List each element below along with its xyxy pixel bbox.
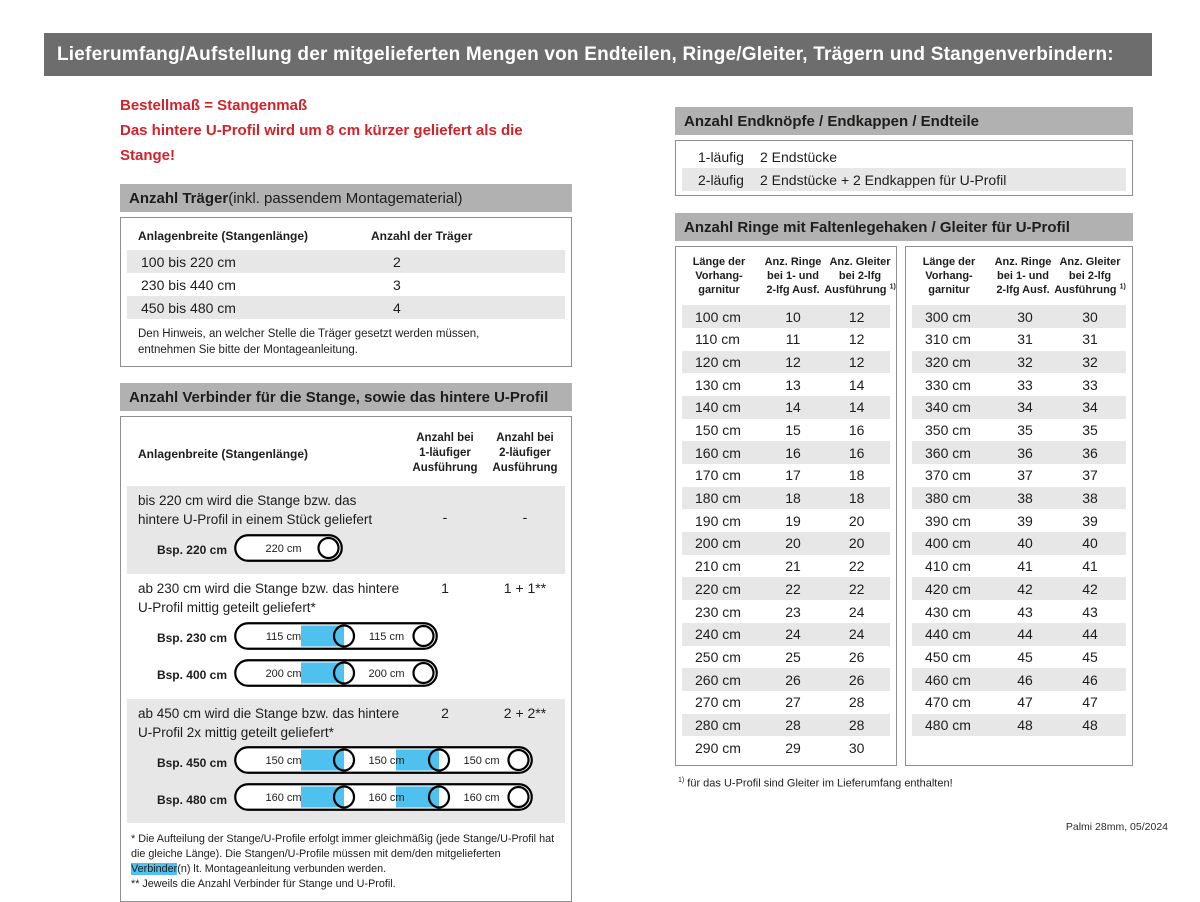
notice-line-1: Bestellmaß = Stangenmaß: [120, 97, 308, 114]
value-1-laeufig: 2: [441, 704, 449, 721]
rod-segment-label: 160 cm: [368, 792, 405, 805]
verbinder-footnotes: [121, 823, 571, 901]
ring-table-row: [912, 396, 1126, 419]
block-description: ab 450 cm wird die Stange bzw. das hintere U-Profil 2x mittig geteilt geliefert*: [138, 705, 400, 740]
table-cell: 28: [785, 716, 801, 733]
ring-table-row: [912, 464, 1126, 487]
header-line: Ausführung: [412, 462, 478, 475]
ring-tables: [675, 246, 1133, 766]
table-cell: 17: [785, 467, 801, 484]
header-line: Länge der: [922, 256, 976, 268]
ring-table-row: [912, 532, 1126, 555]
column-header-anlagenbreite: Anlagenbreite (Stangenlänge): [138, 446, 309, 461]
ring-table-row: [912, 305, 1126, 328]
rod-segment-label: 160 cm: [265, 792, 302, 805]
block-row: [127, 580, 565, 618]
block-description: ab 230 cm wird die Stange bzw. das hintere U-Profil mittig geteilt geliefert*: [138, 580, 400, 615]
header-line: Ausführung: [1054, 284, 1117, 297]
column-header-gleiter: [1054, 255, 1126, 297]
column-header-1-laeufig: [405, 431, 485, 476]
header-line: Anz. Gleiter: [1059, 256, 1121, 268]
table-cell: 18: [848, 467, 865, 484]
ring-table-row: [682, 555, 890, 578]
table-cell: 260 cm: [695, 671, 741, 688]
ring-table-row: [682, 600, 890, 623]
header-line: bei 2-lfg: [838, 270, 882, 283]
block-row: [127, 492, 565, 530]
table-cell: 250 cm: [695, 648, 741, 665]
right-column: [675, 107, 1133, 790]
rod-example-label: Bsp. 230 cm: [156, 631, 227, 646]
table-cell: 42: [1017, 580, 1033, 597]
table-cell: 22: [848, 580, 865, 597]
table-cell: 16: [785, 444, 801, 461]
rod-example-label: Bsp. 480 cm: [156, 792, 227, 807]
table-cell: 26: [848, 671, 865, 688]
rod-diagram-container: [234, 659, 438, 692]
ring-table-row: [682, 668, 890, 691]
table-cell: 14: [848, 399, 865, 416]
table-cell: 29: [785, 739, 801, 756]
table-cell: 180 cm: [695, 490, 741, 507]
table-cell: 16: [848, 444, 865, 461]
table-cell: 290 cm: [695, 739, 741, 756]
footnote-marker: 1): [1119, 283, 1126, 291]
table-cell: 480 cm: [925, 716, 971, 733]
table-cell: 20: [848, 535, 865, 552]
table-cell: 12: [785, 353, 801, 370]
table-cell: 30: [848, 739, 865, 756]
verbinder-block-ab-450: [127, 699, 565, 824]
table-cell: 18: [785, 490, 801, 507]
table-cell: 470 cm: [925, 694, 971, 711]
ring-table-row: [682, 623, 890, 646]
table-cell: 32: [1017, 353, 1033, 370]
table-cell: 24: [848, 603, 865, 620]
rod-diagram-container: [234, 746, 533, 779]
table-cell: 18: [848, 490, 865, 507]
section-title-rest: (inkl. passendem Montagematerial): [228, 189, 463, 207]
rod-example-row: [127, 746, 565, 779]
table-cell: 140 cm: [695, 399, 741, 416]
ring-table-row: [912, 714, 1126, 737]
rod-diagram: [234, 534, 343, 562]
table-cell: 100 bis 220 cm: [141, 253, 236, 270]
endteile-table-row: [682, 168, 1126, 191]
traeger-table-body: [121, 250, 571, 319]
table-cell: 110 cm: [695, 331, 740, 348]
table-cell: 33: [1082, 376, 1098, 393]
table-cell: 46: [1082, 671, 1098, 688]
table-cell: 460 cm: [925, 671, 971, 688]
table-cell: 47: [1017, 694, 1033, 711]
header-line: 2-lfg Ausf.: [766, 284, 820, 297]
header-line: 2-läufiger: [499, 447, 551, 460]
ring-table-row: [682, 419, 890, 442]
ring-table-header: [676, 252, 896, 305]
table-cell: 44: [1082, 626, 1098, 643]
table-cell: 31: [1017, 331, 1033, 348]
header-line: Ausführung: [492, 462, 558, 475]
table-cell: 1-läufig: [698, 148, 744, 165]
value-1-laeufig: 1: [441, 579, 449, 596]
header-line: bei 1- und: [767, 270, 819, 283]
traeger-table-row: [127, 250, 565, 273]
table-cell: 330 cm: [925, 376, 971, 393]
header-line: bei 1- und: [997, 270, 1049, 283]
table-cell: 2 Endstücke + 2 Endkappen für U-Profil: [760, 171, 1007, 188]
ring-table-row: [682, 441, 890, 464]
ring-table-row: [682, 373, 890, 396]
table-cell: 20: [785, 535, 801, 552]
table-cell: 2: [393, 253, 401, 270]
table-cell: 47: [1082, 694, 1098, 711]
ring-table-row: [912, 328, 1126, 351]
table-cell: 37: [1017, 467, 1033, 484]
rod-diagram-container: [234, 783, 533, 816]
ring-table-row: [912, 351, 1126, 374]
table-cell: 440 cm: [925, 626, 971, 643]
table-cell: 200 cm: [695, 535, 741, 552]
table-cell: 120 cm: [695, 353, 741, 370]
ring-table-row: [912, 555, 1126, 578]
ring-table-row: [682, 577, 890, 600]
table-cell: 450 bis 480 cm: [141, 299, 236, 316]
rod-segment-label: 200 cm: [368, 667, 405, 680]
section-title-bold: Anzahl Verbinder für die Stange, sowie das hintere U-Profil: [129, 388, 549, 406]
block-description: bis 220 cm wird die Stange bzw. das hintere U-Profil in einem Stück geliefert: [138, 493, 373, 527]
traeger-table-header: [121, 227, 571, 250]
table-cell: 22: [848, 558, 865, 575]
section-header-verbinder: [120, 383, 572, 411]
table-cell: 14: [785, 399, 801, 416]
rod-example-label: Bsp. 400 cm: [156, 668, 227, 683]
rod-segment-label: 150 cm: [265, 755, 302, 768]
block-row: [127, 705, 565, 743]
table-cell: 24: [848, 626, 865, 643]
table-cell: 43: [1017, 603, 1033, 620]
value-2-laeufig: 1 + 1**: [503, 579, 547, 596]
section-header-traeger: [120, 184, 572, 212]
table-cell: 15: [785, 422, 801, 439]
ring-table-row: [912, 691, 1126, 714]
table-cell: 24: [785, 626, 801, 643]
rod-diagram: [234, 622, 438, 650]
endteile-table: [675, 140, 1133, 196]
table-cell: 400 cm: [925, 535, 971, 552]
ring-table-row: [912, 373, 1126, 396]
ring-table-left: [675, 246, 897, 766]
footnote-marker: 1): [678, 776, 685, 784]
section-title-bold: Anzahl Ringe mit Faltenlegehaken / Gleiter für U-Profil: [684, 218, 1070, 236]
table-cell: 130 cm: [695, 376, 741, 393]
rod-segment-label: 160 cm: [463, 792, 500, 805]
rod-segment-label: 220 cm: [265, 542, 302, 555]
table-cell: 12: [848, 353, 865, 370]
document-version: Palmi 28mm, 05/2024: [1065, 821, 1168, 833]
ring-table-row: [912, 441, 1126, 464]
rod-diagram-container: [234, 622, 438, 655]
table-cell: 48: [1017, 716, 1033, 733]
table-cell: 3: [393, 276, 401, 293]
table-cell: 38: [1082, 490, 1098, 507]
ring-table-row: [682, 509, 890, 532]
table-cell: 11: [785, 331, 801, 348]
table-cell: 160 cm: [695, 444, 741, 461]
table-cell: 410 cm: [925, 558, 971, 575]
table-cell: 35: [1082, 422, 1098, 439]
header-line: Anz. Ringe: [764, 256, 822, 268]
table-cell: 22: [785, 580, 801, 597]
ring-table-row: [912, 646, 1126, 669]
endteile-table-body: [676, 145, 1132, 191]
column-header-2-laeufig: [485, 431, 565, 476]
table-cell: 34: [1017, 399, 1033, 416]
rod-example-row: [127, 659, 565, 692]
table-cell: 12: [848, 331, 865, 348]
order-size-notice: [120, 94, 572, 168]
ring-table-row: [912, 419, 1126, 442]
table-cell: 30: [1082, 308, 1098, 325]
table-cell: 230 bis 440 cm: [141, 276, 236, 293]
table-cell: 4: [393, 299, 401, 316]
header-line: Anz. Gleiter: [829, 256, 891, 268]
header-line: Anzahl bei: [496, 432, 554, 445]
table-cell: 34: [1082, 399, 1098, 416]
table-cell: 12: [848, 308, 865, 325]
table-cell: 31: [1082, 331, 1098, 348]
table-cell: 270 cm: [695, 694, 741, 711]
table-cell: 2 Endstücke: [760, 148, 838, 165]
ring-table-row: [682, 396, 890, 419]
table-cell: 35: [1017, 422, 1033, 439]
footnote-text: (n) lt. Montageanleitung verbunden werden.: [177, 863, 387, 876]
table-cell: 2-läufig: [698, 171, 744, 188]
table-cell: 36: [1017, 444, 1033, 461]
traeger-note: Den Hinweis, an welcher Stelle die Träger gesetzt werden müssen, entnehmen Sie bitte der Montageanleitung.: [138, 328, 480, 356]
table-cell: 340 cm: [925, 399, 971, 416]
notice-line-2: Das hintere U-Profil wird um 8 cm kürzer geliefert als die Stange!: [120, 121, 523, 164]
ring-table-body: [676, 305, 896, 759]
ring-footnote: [675, 777, 1133, 790]
rod-diagram: [234, 746, 533, 774]
verbinder-block-bis-220: [127, 486, 565, 574]
table-cell: 32: [1082, 353, 1098, 370]
header-line: Ausführung: [824, 284, 887, 297]
table-cell: 40: [1017, 535, 1033, 552]
ring-table-row: [682, 464, 890, 487]
footnote-text: * Die Aufteilung der Stange/U-Profile erfolgt immer gleichmäßig (jede Stange/U-Profil hat die gleiche Länge). Die Stangen/U-Profile müssen mit dem/den mitgelieferten: [131, 833, 555, 861]
header-line: Vorhang-: [695, 270, 743, 283]
table-cell: 48: [1082, 716, 1098, 733]
rod-example-row: [127, 622, 565, 655]
column-header-ringe: [762, 255, 824, 297]
table-cell: 20: [848, 512, 865, 529]
table-cell: 360 cm: [925, 444, 971, 461]
table-cell: 45: [1082, 648, 1098, 665]
table-cell: 430 cm: [925, 603, 971, 620]
footnote-text: für das U-Profil sind Gleiter im Lieferumfang enthalten!: [684, 777, 953, 790]
table-cell: 33: [1017, 376, 1033, 393]
table-cell: 450 cm: [925, 648, 971, 665]
ring-table-row: [682, 351, 890, 374]
ring-table-row: [682, 487, 890, 510]
table-cell: 37: [1082, 467, 1098, 484]
column-header-anzahl-traeger: Anzahl der Träger: [371, 229, 473, 244]
rod-diagram: [234, 783, 533, 811]
footnote-marker: 1): [889, 283, 896, 291]
rod-example-row: [127, 534, 565, 567]
page-title: Lieferumfang/Aufstellung der mitgelieferten Mengen von Endteilen, Ringe/Gleiter, Trägern und Stangenverbindern:: [44, 33, 1152, 76]
value-2-laeufig: 2 + 2**: [503, 704, 547, 721]
ring-table-row: [682, 691, 890, 714]
left-column: [120, 94, 572, 902]
ring-table-header: [906, 252, 1132, 305]
table-cell: 300 cm: [925, 308, 971, 325]
header-line: 2-lfg Ausf.: [996, 284, 1050, 297]
table-cell: 44: [1017, 626, 1033, 643]
verbinder-block-ab-230: [127, 574, 565, 699]
table-cell: 420 cm: [925, 580, 971, 597]
table-cell: 190 cm: [695, 512, 741, 529]
table-cell: 370 cm: [925, 467, 971, 484]
table-cell: 220 cm: [695, 580, 741, 597]
table-cell: 42: [1082, 580, 1098, 597]
table-cell: 210 cm: [695, 558, 741, 575]
table-cell: 380 cm: [925, 490, 971, 507]
section-title-bold: Anzahl Träger: [129, 189, 229, 207]
table-cell: 16: [848, 422, 865, 439]
table-cell: 46: [1017, 671, 1033, 688]
ring-table-row: [912, 600, 1126, 623]
header-line: garnitur: [928, 284, 970, 297]
header-line: Länge der: [692, 256, 746, 268]
rod-segment-label: 150 cm: [368, 755, 405, 768]
table-cell: 39: [1017, 512, 1033, 529]
ring-table-row: [682, 714, 890, 737]
ring-table-right: [905, 246, 1133, 766]
column-header-ringe: [992, 255, 1054, 297]
verbinder-highlight: Verbinder: [131, 863, 178, 876]
rod-example-row: [127, 783, 565, 816]
header-line: garnitur: [698, 284, 740, 297]
endteile-table-row: [682, 145, 1126, 168]
table-cell: 280 cm: [695, 716, 741, 733]
table-cell: 23: [785, 603, 801, 620]
table-cell: 26: [785, 671, 801, 688]
ring-table-row: [912, 623, 1126, 646]
ring-table-row: [682, 736, 890, 759]
verbinder-table: [120, 416, 572, 902]
table-cell: 350 cm: [925, 422, 971, 439]
table-cell: 390 cm: [925, 512, 971, 529]
table-cell: 240 cm: [695, 626, 741, 643]
traeger-table: [120, 217, 572, 367]
table-cell: 41: [1017, 558, 1033, 575]
footnote-2: ** Jeweils die Anzahl Verbinder für Stange und U-Profil.: [131, 878, 396, 891]
column-header-gleiter: [824, 255, 896, 297]
table-cell: 10: [785, 308, 801, 325]
table-cell: 230 cm: [695, 603, 741, 620]
rod-example-label: Bsp. 220 cm: [156, 543, 227, 558]
ring-table-row: [682, 305, 890, 328]
header-line: bei 2-lfg: [1068, 270, 1112, 283]
table-cell: 38: [1017, 490, 1033, 507]
header-line: 1-läufiger: [419, 447, 471, 460]
traeger-table-row: [127, 273, 565, 296]
table-cell: 43: [1082, 603, 1098, 620]
verbinder-table-header: [121, 423, 571, 486]
footnote-1: [131, 832, 559, 877]
rod-segment-label: 115 cm: [368, 630, 405, 643]
table-cell: 14: [848, 376, 865, 393]
rod-segment-label: 150 cm: [463, 755, 500, 768]
table-cell: 45: [1017, 648, 1033, 665]
table-cell: 26: [848, 648, 865, 665]
ring-table-row: [682, 532, 890, 555]
table-cell: 36: [1082, 444, 1098, 461]
ring-table-row: [912, 487, 1126, 510]
section-header-ringe: [675, 213, 1133, 241]
column-header-laenge: [906, 255, 992, 297]
table-cell: 41: [1082, 558, 1098, 575]
header-line: Anz. Ringe: [994, 256, 1052, 268]
header-line: Vorhang-: [925, 270, 973, 283]
table-cell: 150 cm: [695, 422, 741, 439]
rod-segment-label: 200 cm: [265, 667, 302, 680]
table-cell: 25: [785, 648, 801, 665]
table-cell: 100 cm: [695, 308, 741, 325]
table-cell: 320 cm: [925, 353, 971, 370]
table-cell: 310 cm: [925, 331, 971, 348]
traeger-table-row: [127, 296, 565, 319]
table-cell: 40: [1082, 535, 1098, 552]
ring-table-row: [912, 577, 1126, 600]
column-header-anlagenbreite: Anlagenbreite (Stangenlänge): [138, 229, 309, 244]
section-header-endteile: [675, 107, 1133, 135]
ring-table-row: [912, 509, 1126, 532]
value-2-laeufig: -: [522, 509, 528, 526]
rod-diagram: [234, 659, 438, 687]
table-cell: 13: [785, 376, 801, 393]
ring-table-row: [682, 646, 890, 669]
table-cell: 21: [785, 558, 801, 575]
rod-diagram-container: [234, 534, 343, 567]
section-title-bold: Anzahl Endknöpfe / Endkappen / Endteile: [684, 112, 980, 130]
table-cell: 39: [1082, 512, 1098, 529]
ring-table-row: [912, 668, 1126, 691]
value-1-laeufig: -: [442, 509, 448, 526]
table-cell: 28: [848, 694, 865, 711]
table-cell: 27: [785, 694, 801, 711]
ring-table-body: [906, 305, 1132, 736]
table-cell: 19: [785, 512, 801, 529]
header-line: Anzahl bei: [416, 432, 474, 445]
table-cell: 30: [1017, 308, 1033, 325]
rod-segment-label: 115 cm: [265, 630, 302, 643]
column-header-laenge: [676, 255, 762, 297]
rod-example-label: Bsp. 450 cm: [156, 755, 227, 770]
ring-table-row: [682, 328, 890, 351]
table-cell: 28: [848, 716, 865, 733]
table-cell: 170 cm: [695, 467, 741, 484]
